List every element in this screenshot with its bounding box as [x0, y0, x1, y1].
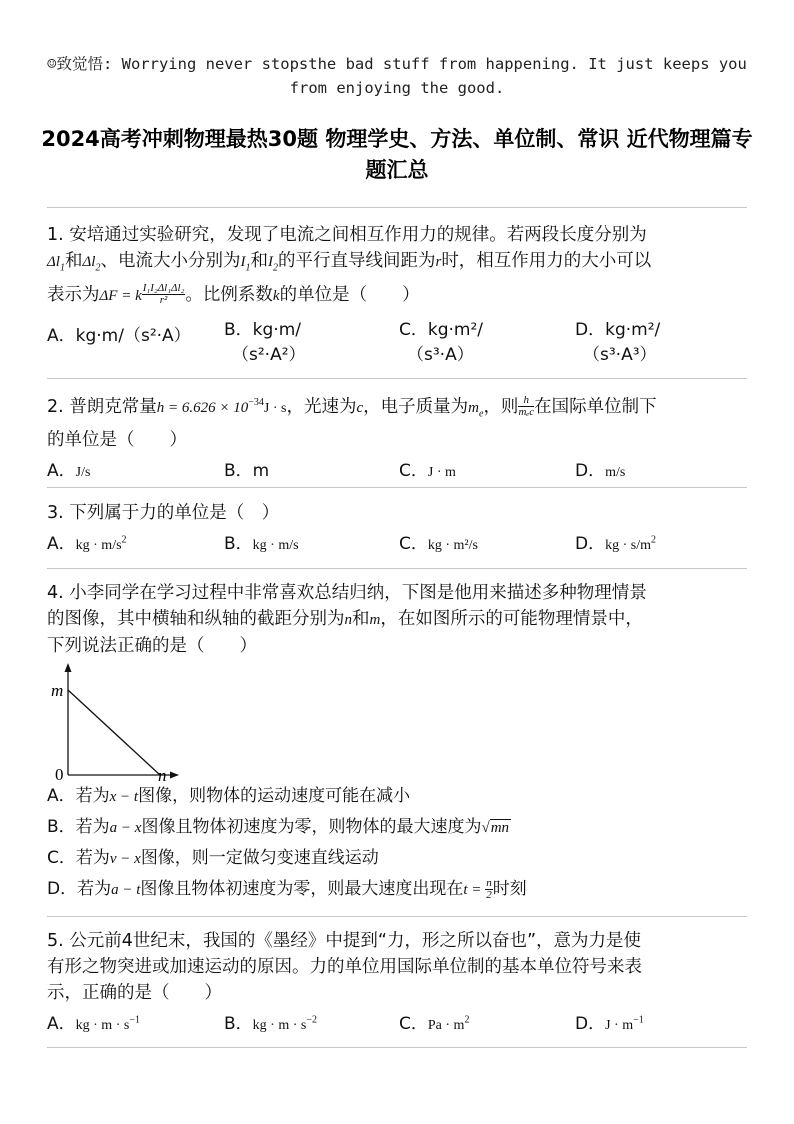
- x-intercept-label: n: [158, 766, 167, 781]
- q1-and: 和: [64, 251, 83, 271]
- q2-fraction: $\frac{h}{\text{mₑc}}$: [518, 394, 535, 419]
- q1-option-c[interactable]: C．kg·m²/ （s³·A）: [399, 319, 484, 365]
- divider: [47, 568, 747, 569]
- q1-dl2: Δl: [82, 254, 96, 270]
- question-5-stem: [47, 928, 747, 1006]
- q5-line-1: 5. 公元前4世纪末，我国的《墨经》中提到“力，形之所以奋也”，意为力是使: [47, 931, 642, 951]
- q4-option-c[interactable]: C．若为v − x图像，则一定做匀变速直线运动: [47, 848, 379, 868]
- q1-line-3: [47, 282, 747, 309]
- origin-label: 0: [55, 765, 64, 781]
- q1-r: r: [435, 254, 442, 270]
- question-1-stem: [47, 222, 747, 309]
- y-intercept-label: m: [51, 681, 64, 700]
- intercept-graph: [47, 663, 247, 781]
- q1-formula-numerator: I₁I₂Δl₁Δl₂: [142, 282, 185, 294]
- question-3: [47, 500, 747, 557]
- q1-line-3c: 的单位是（ ）: [279, 284, 420, 305]
- q1-option-d[interactable]: D．kg·m²/ （s³·A³）: [575, 319, 661, 365]
- q2-option-a[interactable]: A．J/s: [47, 461, 91, 482]
- question-3-stem: [47, 500, 747, 526]
- q3-option-c[interactable]: C．kg · m²/s: [399, 534, 478, 554]
- q3-option-b[interactable]: B．kg · m/s: [224, 534, 299, 554]
- question-2-stem: [47, 390, 747, 453]
- q1-I2-sub: 2: [272, 262, 278, 274]
- q4-option-b[interactable]: B．若为a − x图像且物体初速度为零，则物体的最大速度为√mn: [47, 817, 510, 837]
- graph-line: [68, 690, 160, 775]
- question-1: [47, 222, 747, 367]
- q3-option-a[interactable]: A．kg · $m/s^2$: [47, 534, 127, 554]
- q1-I1: I: [240, 254, 246, 270]
- q1-option-b[interactable]: B．kg·m/ （s²·A²）: [224, 319, 306, 365]
- q3-line-1: 3. 下列属于力的单位是（ ）: [47, 503, 280, 523]
- q1-line-2: [47, 248, 747, 282]
- q4-line-1: 4. 小李同学在学习过程中非常喜欢总结归纳，下图是他用来描述多种物理情景: [47, 583, 647, 603]
- q3-option-d[interactable]: D．kg · $s/m^2$: [575, 534, 656, 554]
- q1-line-2d: 时，相互作用力的大小可以: [441, 251, 652, 271]
- q5-option-d[interactable]: D．$J \cdot m^{-1}$: [575, 1014, 644, 1034]
- q1-line-2b: 、电流大小分别为: [100, 251, 241, 271]
- question-4-stem: [47, 580, 747, 659]
- sqrt-mn: √mn: [481, 820, 510, 836]
- q1-line-3b: 。比例系数: [185, 284, 273, 305]
- q1-and-2: 和: [250, 251, 268, 271]
- question-5: [47, 928, 747, 1037]
- divider: [47, 378, 747, 379]
- q1-option-a[interactable]: A．kg·m/（s²·A）: [47, 325, 191, 346]
- q1-formula-lhs: ΔF = k: [99, 287, 142, 304]
- q1-options: [47, 315, 747, 367]
- q1-k: k: [272, 287, 280, 304]
- q2-line-1: 2. 普朗克常量$h = 6.626 \times 10^{-34}J \cdot s$，光速为c，电子质量为$m_e$，则 $\frac{h}{\text{mₑc}}$ 在国际单位制下: [47, 394, 657, 420]
- q1-line-2c: 的平行直导线间距为: [277, 251, 436, 271]
- q1-I2: I: [267, 254, 273, 270]
- motto: ☺致觉悟: Worrying never stopsthe bad stuff from happening. It just keeps you from enjoying the good.: [47, 55, 747, 97]
- q5-option-a[interactable]: A．kg · $m \cdot s^{-1}$: [47, 1014, 140, 1034]
- q1-dl1: Δl: [47, 254, 60, 270]
- x-axis-arrow: [170, 772, 179, 779]
- q1-formula-fraction: [142, 283, 186, 306]
- q1-formula-denominator: r²: [159, 294, 168, 306]
- q4-line-3: 下列说法正确的是（ ）: [47, 636, 257, 656]
- q4-option-d[interactable]: D．若为a − t图像且物体初速度为零，则最大速度出现在t = $\frac{n}{2}$ 时刻: [47, 876, 527, 901]
- q2-h: h = 6.626 × 10: [156, 399, 249, 416]
- q1-line-3a: 表示为: [47, 284, 100, 305]
- q4-t-fraction: $\frac{n}{2}$: [486, 876, 492, 901]
- q1-I1-sub: 1: [245, 262, 251, 274]
- divider: [47, 916, 747, 917]
- divider: [47, 487, 747, 488]
- page-title: 2024高考冲刺物理最热30题 物理学史、方法、单位制、常识 近代物理篇专题汇总: [41, 127, 753, 182]
- q1-line-1: 1. 安培通过实验研究，发现了电流之间相互作用力的规律。若两段长度分别为: [47, 225, 647, 245]
- q1-dl2-sub: 2: [95, 262, 101, 274]
- divider: [47, 1047, 747, 1048]
- y-axis-arrow: [65, 663, 72, 672]
- q4-option-a[interactable]: A．若为x − t图像，则物体的运动速度可能在减小: [47, 786, 411, 806]
- divider: [47, 207, 747, 208]
- q5-option-c[interactable]: C．$Pa \cdot m^2$: [399, 1014, 470, 1034]
- question-2: [47, 390, 747, 484]
- q2-option-c[interactable]: C．J · m: [399, 461, 456, 482]
- q5-line-3: 示，正确的是（ ）: [47, 983, 222, 1003]
- q4-options: [47, 781, 747, 905]
- q5-options: [47, 1009, 747, 1037]
- q3-options: [47, 529, 747, 557]
- q2-line-2: 的单位是（ ）: [47, 430, 187, 451]
- q4-line-2: 的图像，其中横轴和纵轴的截距分别为n和m，在如图所示的可能物理情景中，: [47, 609, 643, 629]
- q5-option-b[interactable]: B．kg · $m \cdot s^{-2}$: [224, 1014, 317, 1034]
- question-4: [47, 580, 747, 905]
- q2-options: [47, 456, 747, 484]
- q5-line-2: 有形之物突进或加速运动的原因。力的单位用国际单位制的基本单位符号来表: [47, 957, 642, 977]
- q1-dl1-sub: 1: [59, 262, 65, 274]
- q2-option-b[interactable]: B．m: [224, 461, 270, 482]
- q2-option-d[interactable]: D．m/s: [575, 461, 626, 482]
